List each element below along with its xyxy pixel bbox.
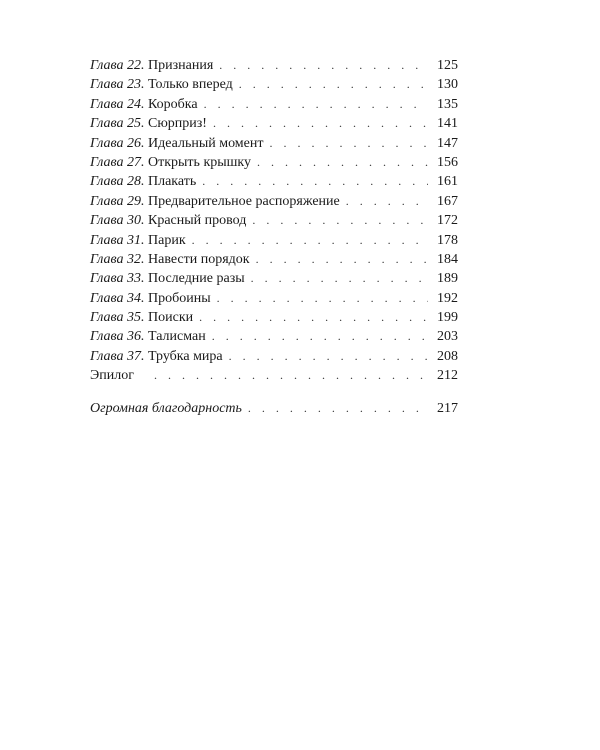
page-number: 172	[437, 213, 458, 229]
page-number: 212	[437, 368, 458, 384]
toc-entry-32	[90, 250, 458, 269]
page-number: 208	[437, 348, 458, 364]
toc-entry-31	[90, 231, 458, 250]
acknowledgments-title: Огромная благодарность	[90, 400, 242, 416]
page-number: 217	[437, 400, 458, 416]
dot-leader	[213, 114, 428, 133]
page-number: 156	[437, 154, 458, 170]
dot-leader	[252, 211, 428, 230]
page-number: 130	[437, 77, 458, 93]
chapter-number: Глава 29.	[90, 193, 145, 209]
toc-entry-acknowledgments	[90, 399, 458, 418]
toc-entry-35	[90, 308, 458, 327]
chapter-number: Глава 28.	[90, 174, 145, 190]
chapter-title: Поиски	[148, 310, 194, 326]
page-number: 141	[437, 116, 458, 132]
chapter-title: Сюрприз!	[148, 116, 207, 132]
dot-leader	[204, 95, 428, 114]
chapter-title: Последние разы	[148, 271, 245, 287]
chapter-number: Глава 37.	[90, 348, 145, 364]
page-number: 192	[437, 290, 458, 306]
chapter-number: Глава 24.	[90, 96, 145, 112]
toc-entry-30	[90, 211, 458, 230]
toc-entry-28	[90, 172, 458, 191]
dot-leader	[199, 308, 428, 327]
dot-leader	[270, 134, 429, 153]
page-number: 135	[437, 96, 458, 112]
dot-leader	[346, 192, 428, 211]
page-number: 167	[437, 193, 458, 209]
dot-leader	[256, 250, 428, 269]
chapter-title: Навести порядок	[148, 251, 250, 267]
toc-entry-33	[90, 269, 458, 288]
toc-entry-25	[90, 114, 458, 133]
chapter-title: Признания	[148, 58, 214, 73]
page-number: 178	[437, 232, 458, 248]
spacer	[90, 386, 458, 399]
chapter-title: Красный провод	[148, 213, 247, 229]
chapter-title: Пробоины	[148, 290, 211, 306]
dot-leader	[257, 153, 428, 172]
dot-leader	[219, 56, 428, 75]
chapter-title: Плакать	[148, 174, 197, 190]
dot-leader	[229, 347, 428, 366]
chapter-number: Глава 35.	[90, 310, 145, 326]
chapter-number: Глава 26.	[90, 135, 145, 151]
chapter-number: Глава 25.	[90, 116, 145, 132]
chapter-title: Парик	[148, 232, 186, 248]
chapter-number: Глава 31.	[90, 232, 145, 248]
chapter-title: Предварительное распоряжение	[148, 193, 340, 209]
toc-entry-22	[90, 56, 458, 75]
chapter-title: Трубка мира	[148, 348, 223, 364]
toc-entry-27	[90, 153, 458, 172]
dot-leader	[202, 172, 428, 191]
toc-entry-29	[90, 192, 458, 211]
chapter-title: Талисман	[148, 329, 206, 345]
chapter-title: Открыть крышку	[148, 154, 252, 170]
toc-entry-epilogue	[90, 366, 458, 385]
chapter-title: Идеальный момент	[148, 135, 264, 151]
dot-leader	[248, 399, 428, 418]
table-of-contents	[90, 56, 458, 418]
chapter-number: Глава 36.	[90, 329, 145, 345]
page-number: 199	[437, 310, 458, 326]
page-number: 184	[437, 251, 458, 267]
toc-entry-34	[90, 289, 458, 308]
dot-leader	[154, 366, 428, 385]
toc-entry-36	[90, 327, 458, 346]
toc-entry-24	[90, 95, 458, 114]
dot-leader	[217, 289, 428, 308]
chapter-number: Глава 33.	[90, 271, 145, 287]
dot-leader	[192, 231, 428, 250]
toc-entry-37	[90, 347, 458, 366]
page-number: 147	[437, 135, 458, 151]
page-number: 189	[437, 271, 458, 287]
toc-entry-26	[90, 134, 458, 153]
chapter-number: Глава 30.	[90, 213, 145, 229]
chapter-number: Глава 23.	[90, 77, 145, 93]
dot-leader	[212, 327, 428, 346]
dot-leader	[251, 269, 428, 288]
chapter-title: Коробка	[148, 96, 198, 112]
chapter-number: Глава 34.	[90, 290, 145, 306]
epilogue-title: Эпилог	[90, 368, 134, 384]
chapter-number: Глава 22.	[90, 58, 145, 73]
chapter-number: Глава 27.	[90, 154, 145, 170]
chapter-title: Только вперед	[148, 77, 233, 93]
dot-leader	[239, 75, 428, 94]
toc-entry-23	[90, 75, 458, 94]
page-number: 203	[437, 329, 458, 345]
chapter-number: Глава 32.	[90, 251, 145, 267]
page-number: 161	[437, 174, 458, 190]
page-number: 125	[437, 58, 458, 73]
